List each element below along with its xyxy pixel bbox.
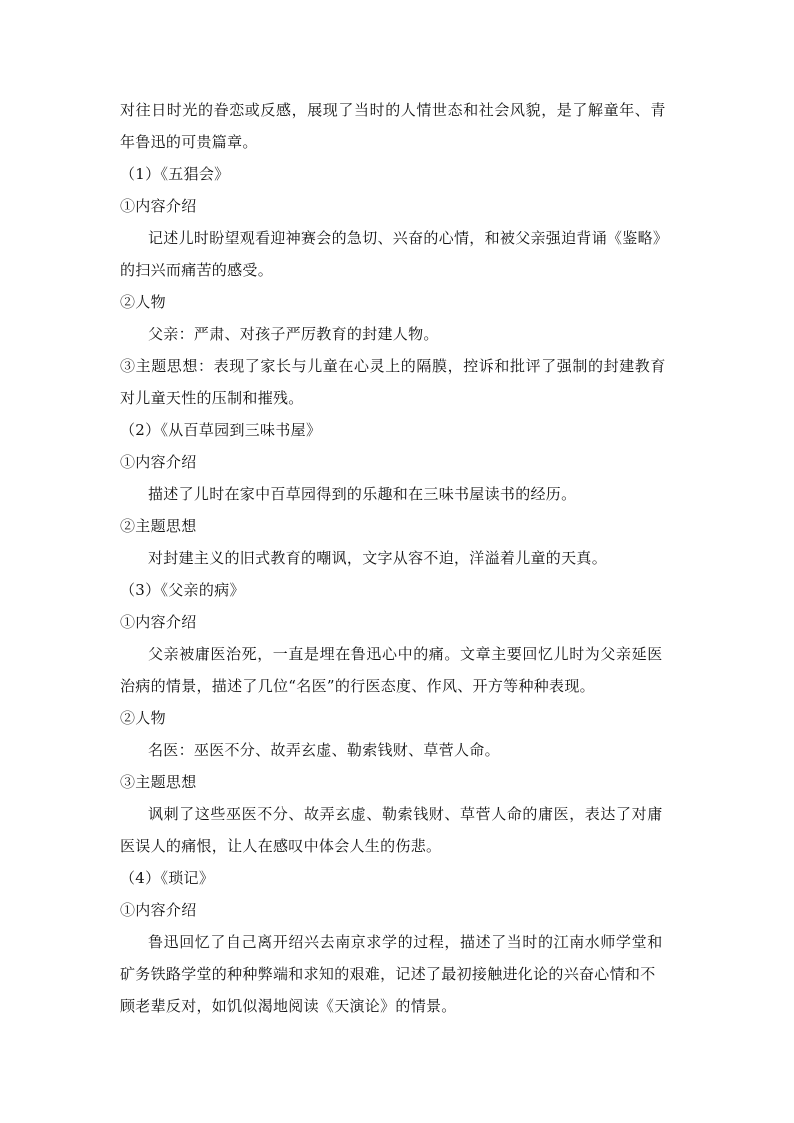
section-heading: （4）《琐记》: [120, 869, 215, 887]
paragraph-line: 父亲被庸医治死，一直是埋在鲁迅心中的痛。文章主要回忆儿时为父亲延医: [148, 645, 663, 663]
subheading: ①内容介绍: [120, 453, 197, 471]
paragraph-line: 描述了儿时在家中百草园得到的乐趣和在三味书屋读书的经历。: [148, 485, 577, 503]
paragraph-line: 父亲：严肃、对孩子严厉教育的封建人物。: [148, 325, 439, 343]
section-heading: （3）《父亲的病》: [120, 581, 245, 599]
paragraph-line: 年鲁迅的可贵篇章。: [120, 133, 258, 151]
subheading: ②主题思想: [120, 517, 197, 535]
paragraph-line: 对儿童天性的压制和摧残。: [120, 389, 304, 407]
paragraph-line: 对往日时光的眷恋或反感，展现了当时的人情世态和社会风貌，是了解童年、青: [120, 101, 667, 119]
subheading: ③主题思想: [120, 773, 197, 791]
subheading: ②人物: [120, 293, 166, 311]
section-heading: （2）《从百草园到三味书屋》: [120, 421, 322, 439]
paragraph-line: 名医：巫医不分、故弄玄虚、勒索钱财、草菅人命。: [148, 741, 500, 759]
paragraph-line: 治病的情景，描述了几位“名医”的行医态度、作风、开方等种种表现。: [120, 677, 595, 695]
section-heading: （1）《五猖会》: [120, 165, 230, 183]
paragraph-line: 讽刺了这些巫医不分、故弄玄虚、勒索钱财、草菅人命的庸医，表达了对庸: [148, 805, 663, 823]
paragraph-line: 顾老辈反对，如饥似渴地阅读《天演论》的情景。: [120, 997, 457, 1015]
paragraph-line: ③主题思想：表现了家长与儿童在心灵上的隔膜，控诉和批评了强制的封建教育: [120, 357, 667, 375]
subheading: ①内容介绍: [120, 613, 197, 631]
subheading: ①内容介绍: [120, 901, 197, 919]
paragraph-line: 的扫兴而痛苦的感受。: [120, 261, 274, 279]
paragraph-line: 记述儿时盼望观看迎神赛会的急切、兴奋的心情，和被父亲强迫背诵《鉴略》: [148, 229, 669, 247]
paragraph-line: 医误人的痛恨，让人在感叹中体会人生的伤悲。: [120, 837, 442, 855]
paragraph-line: 矿务铁路学堂的种种弊端和求知的艰难，记述了最初接触进化论的兴奋心情和不: [120, 965, 656, 983]
subheading: ②人物: [120, 709, 166, 727]
subheading: ①内容介绍: [120, 197, 197, 215]
paragraph-line: 鲁迅回忆了自己离开绍兴去南京求学的过程，描述了当时的江南水师学堂和: [148, 933, 663, 951]
paragraph-line: 对封建主义的旧式教育的嘲讽，文字从容不迫，洋溢着儿童的天真。: [148, 549, 608, 567]
